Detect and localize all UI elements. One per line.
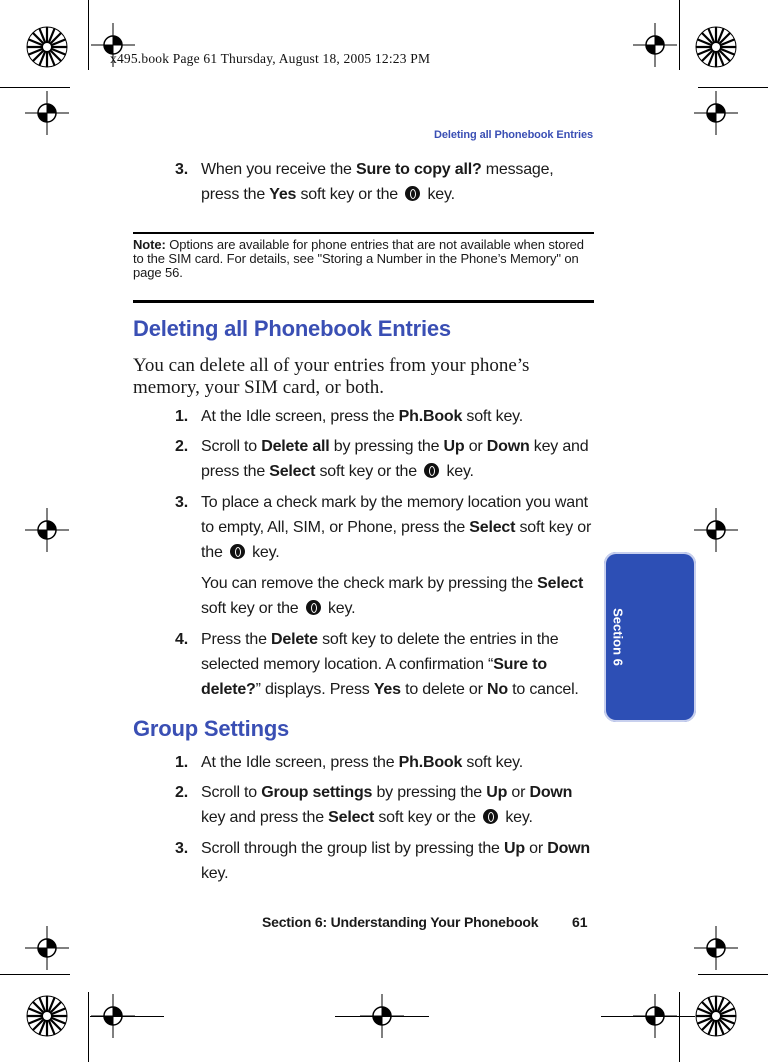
step-text: When you receive the Sure to copy all? message, press the Yes soft key or the key. — [201, 161, 554, 203]
step-number: 3. — [175, 161, 188, 178]
step-number: 2. — [175, 438, 188, 455]
step-text: Scroll to Group settings by pressing the Up or Down key and press the Select soft key or the key. — [201, 784, 573, 826]
section-intro: You can delete all of your entries from your phone’s memory, your SIM card, or both. — [133, 355, 530, 398]
step-text: You can remove the check mark by pressing the Select soft key or the key. — [201, 575, 584, 617]
end-key-icon — [424, 463, 439, 478]
footer-title: Section 6: Understanding Your Phonebook — [262, 914, 539, 930]
step-text: To place a check mark by the memory location you want to empty, All, SIM, or Phone, press the Select soft key or the key. — [201, 494, 592, 561]
divider — [133, 300, 594, 303]
section-heading: Group Settings — [133, 716, 290, 741]
crop-mark — [335, 1016, 429, 1017]
crop-mark — [0, 87, 70, 88]
crop-mark — [679, 0, 680, 70]
step-number: 4. — [175, 631, 188, 648]
end-key-icon — [405, 186, 420, 201]
step-text: Scroll to Delete all by pressing the Up or Down key and press the Select soft key or the key. — [201, 438, 589, 480]
step-number: 2. — [175, 784, 188, 801]
end-key-icon — [230, 544, 245, 559]
note-box — [133, 232, 594, 280]
crop-mark — [601, 1016, 695, 1017]
step-text: At the Idle screen, press the Ph.Book soft key. — [201, 408, 524, 425]
step-text: Scroll through the group list by pressing the Up or Down key. — [201, 840, 590, 882]
crop-mark — [679, 992, 680, 1062]
end-key-icon — [306, 600, 321, 615]
section-heading: Deleting all Phonebook Entries — [133, 316, 451, 341]
print-slug: x495.book Page 61 Thursday, August 18, 2005 12:23 PM — [110, 51, 431, 66]
crop-mark — [88, 0, 89, 70]
step-number: 1. — [175, 408, 188, 425]
step-text: At the Idle screen, press the Ph.Book soft key. — [201, 754, 524, 771]
crop-mark — [90, 1016, 164, 1017]
step-number: 3. — [175, 494, 188, 511]
step-number: 3. — [175, 840, 188, 857]
note-text: Options are available for phone entries that are not available when stored to the SIM card. For details, see "Storing a Number in the Phone’s Memory" on page 56. — [133, 237, 584, 280]
step-number: 1. — [175, 754, 188, 771]
crop-mark — [698, 87, 768, 88]
crop-mark — [0, 974, 70, 975]
crop-mark — [88, 992, 89, 1062]
running-header: Deleting all Phonebook Entries — [434, 129, 593, 141]
end-key-icon — [483, 809, 498, 824]
note-label: Note: — [133, 237, 166, 252]
step-text: Press the Delete soft key to delete the entries in the selected memory location. A confirmation “Sure to delete?” displays. Press Yes to delete or No to cancel. — [201, 631, 579, 698]
page-number: 61 — [572, 914, 588, 930]
crop-mark — [698, 974, 768, 975]
list-item — [175, 157, 595, 207]
